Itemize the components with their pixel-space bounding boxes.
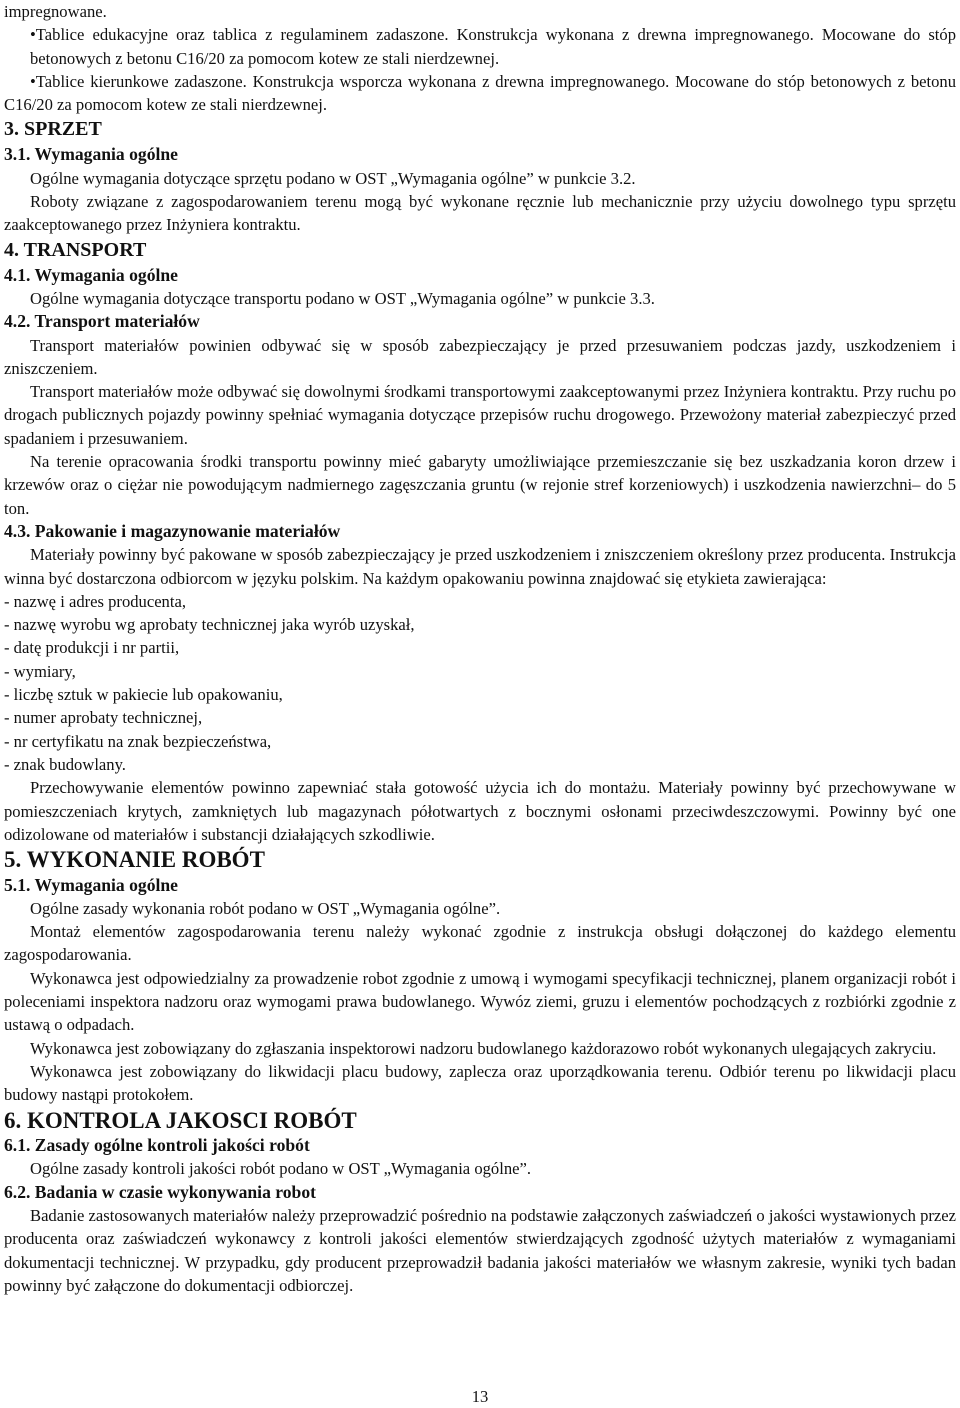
section-4-1-heading: 4.1. Wymagania ogólne [4,264,178,285]
list-item: - nazwę i adres producenta, [4,591,186,611]
section-4-3-paragraph-1: Materiały powinny być pakowane w sposób zabezpieczający je przed uszkodzeniem i zniszczeniem określony przez producenta. Instrukcja winna być dostarczona odbiorcom w języku polskim. Na każdym opakowaniu powinna znajdować się etykieta zawierająca: [4,545,956,588]
section-4-3-paragraph-2: Przechowywanie elementów powinno zapewniać stała gotowość użycia ich do montażu. Materiały powinny być przechowywane w pomieszczeniach krytych, zamkniętych lub magazynach półotwartych z bocznymi osłonami przeciwdeszczowymi. Powinny być one odizolowane od materiałów i substancji działających szkodliwie. [4,778,956,844]
section-5-1-paragraph-2: Montaż elementów zagospodarowania terenu należy wykonać zgodnie z instrukcja obsługi dołączonej do każdego elementu zagospodarowania. [4,922,956,965]
section-6-1-heading: 6.1. Zasady ogólne kontroli jakości robót [4,1135,310,1156]
section-4-2-heading: 4.2. Transport materiałów [4,311,200,332]
section-6-2-heading: 6.2. Badania w czasie wykonywania robot [4,1181,316,1202]
bullet-paragraph-educational-boards: •Tablice edukacyjne oraz tablica z regulaminem zadaszone. Konstrukcja wykonana z drewna impregnowanego. Mocowane do stóp betonowych z betonu C16/20 za pomocom kotew ze stali nierdzewnej. [30,25,956,68]
section-4-heading: 4. TRANSPORT [4,238,147,261]
section-3-1-text: Ogólne wymagania dotyczące sprzętu podano w OST „Wymagania ogólne” w punkcie 3.2. [30,168,636,188]
list-item: - nr certyfikatu na znak bezpieczeństwa, [4,731,272,751]
section-3-heading: 3. SPRZET [4,118,102,141]
list-item: - datę produkcji i nr partii, [4,638,180,658]
section-4-3-heading: 4.3. Pakowanie i magazynowanie materiałów [4,520,341,541]
section-5-1-paragraph-1: Ogólne zasady wykonania robót podano w OST „Wymagania ogólne”. [30,898,501,918]
list-item: - znak budowlany. [4,754,126,774]
list-item: - numer aprobaty technicznej, [4,708,203,728]
page-number: 13 [471,1387,489,1406]
section-3-1-heading: 3.1. Wymagania ogólne [4,144,178,165]
section-3-2-text: Roboty związane z zagospodarowaniem terenu mogą być wykonane ręcznie lub mechanicznie przy użyciu dowolnego typu sprzętu zaakceptowanego przez Inżyniera kontraktu. [4,192,956,235]
list-item: - liczbę sztuk w pakiecie lub opakowaniu, [4,685,283,705]
list-item: - nazwę wyrobu wg aprobaty technicznej jaka wyrób uzyskał, [4,615,415,635]
section-5-1-paragraph-3: Wykonawca jest odpowiedzialny za prowadzenie robot zgodnie z umową i wymogami specyfikacji technicznej, planem organizacji robót i poleceniami inspektora nadzoru oraz wymogami prawa budowlanego. Wywóz ziemi, gruzu i elementów pochodzących z rozbiórki zgodnie z ustawą o odpadach. [4,968,956,1035]
section-4-2-paragraph-1: Transport materiałów powinien odbywać się w sposób zabezpieczający je przed przesuwaniem podczas jazdy, uszkodzeniem i zniszczeniem. [4,335,956,378]
section-6-2-text: Badanie zastosowanych materiałów należy przeprowadzić pośrednio na podstawie załączonych zaświadczeń o jakości wystawionych przez producenta oraz zaświadczeń wykonawcy z kontroli jakości elementów stwierdzających zgodność użytych materiałów z wymaganiami dokumentacji technicznej. W przypadku, gdy producent przeprowadził badania jakości materiałów we własnym zakresie, wyniki tych badan powinny być załączone do dokumentacji odbiorczej. [4,1205,956,1295]
section-6-heading: 6. KONTROLA JAKOSCI ROBÓT [4,1107,357,1133]
section-4-2-paragraph-2: Transport materiałów może odbywać się dowolnymi środkami transportowymi zaakceptowanymi przez Inżyniera kontraktu. Przy ruchu po drogach publicznych pojazdy powinny spełniać wymagania dotyczące przepisów ruchu drogowego. Przewożony materiał zabezpieczyć przed spadaniem i przesuwaniem. [4,382,956,448]
section-5-1-paragraph-4: Wykonawca jest zobowiązany do zgłaszania inspektorowi nadzoru budowlanego każdorazowo robót wykonanych ulegających zakryciu. [30,1038,937,1058]
intro-line: impregnowane. [4,2,107,21]
section-4-1-text: Ogólne wymagania dotyczące transportu podano w OST „Wymagania ogólne” w punkcie 3.3. [30,288,655,308]
section-5-1-paragraph-5: Wykonawca jest zobowiązany do likwidacji placu budowy, zaplecza oraz uporządkowania terenu. Odbiór terenu po likwidacji placu budowy nastąpi protokołem. [4,1061,956,1105]
section-6-1-text: Ogólne zasady kontroli jakości robót podano w OST „Wymagania ogólne”. [30,1159,531,1179]
section-4-2-paragraph-3: Na terenie opracowania środki transportu powinny mieć gabaryty umożliwiające przemieszczanie się bez uszkadzania koron drzew i krzewów oraz o ciężar nie powodującym nadmiernego zagęszczania gruntu (w rejonie stref korzeniowych) i uszkodzenia nawierzchni– do 5 ton. [4,452,956,518]
section-5-1-heading: 5.1. Wymagania ogólne [4,874,178,895]
list-item: - wymiary, [4,661,76,681]
section-5-heading: 5. WYKONANIE ROBÓT [4,847,265,873]
label-contents-list [4,590,956,776]
bullet-paragraph-direction-boards: •Tablice kierunkowe zadaszone. Konstrukcja wsporcza wykonana z drewna impregnowanego. Mocowane do stóp betonowych z betonu C16/20 za pomocom kotew ze stali nierdzewnej. [4,71,956,115]
